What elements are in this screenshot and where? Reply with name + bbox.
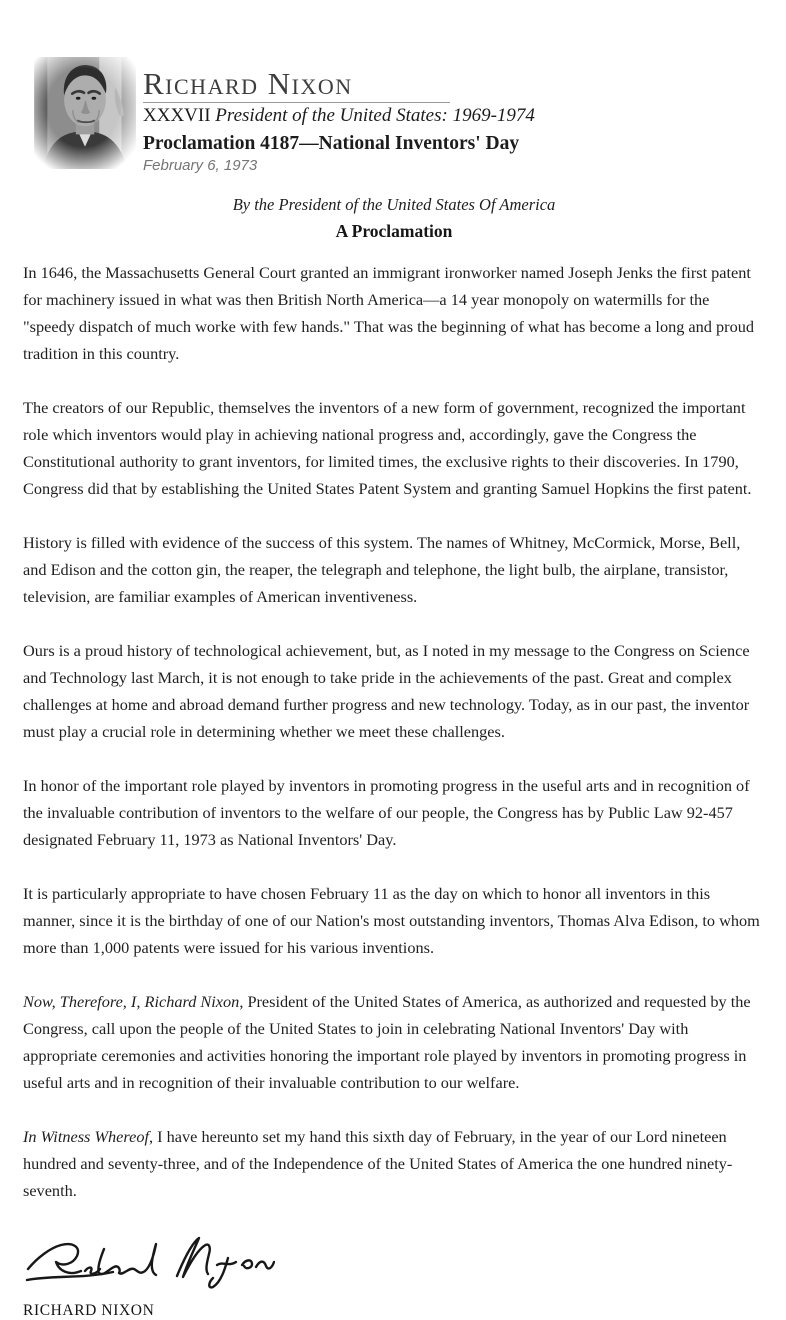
proclamation-paragraph: In honor of the important role played by inventors in promoting progress in the useful arts and in recognition of the invaluable contribution of inventors to the welfare of our people, the Congress has by Public Law 92-457 designated February 11, 1973 as National Inventors' Day.: [23, 776, 750, 850]
name-underline-rule: [143, 102, 450, 103]
proclamation-paragraph: Now, Therefore, I, Richard Nixon, President of the United States of America, as authorized and requested by the Congress, call upon the people of the United States to join in celebrating National Inventors' Day with appropriate ceremonies and activities honoring the important role played by inventors in promoting progress in useful arts and in recognition of their invaluable contribution to our welfare.: [23, 992, 751, 1093]
proclamation-paragraph: Ours is a proud history of technological achievement, but, as I noted in my message to the Congress on Science and Technology last March, it is not enough to take pride in the achievements of the past. Great and complex challenges at home and abroad demand further progress and new technology. Today, as in our past, the inventor must play a crucial role in determining whether we meet these challenges.: [23, 641, 750, 742]
proclamation-heading: A Proclamation: [335, 221, 453, 242]
byline: By the President of the United States Of America: [232, 195, 556, 215]
page-header: [23, 55, 765, 174]
proclamation-title: Proclamation 4187—National Inventors' Day: [143, 132, 520, 154]
president-term: President of the United States: 1969-1974: [210, 105, 535, 126]
proclamation-paragraph: The creators of our Republic, themselves the inventors of a new form of government, recognized the important role which inventors would play in achieving national progress and, accordingly, gave the Congress the Constitutional authority to grant inventors, for limited times, the exclusive rights to their discoveries. In 1790, Congress did that by establishing the United States Patent System and granting Samuel Hopkins the first patent.: [23, 398, 752, 499]
proclamation-paragraph: History is filled with evidence of the success of this system. The names of Whitney, McCormick, Morse, Bell, and Edison and the cotton gin, the reaper, the telegraph and telephone, the light bulb, the airplane, transistor, television, are familiar examples of American inventiveness.: [23, 533, 741, 607]
proclamation-body: [23, 259, 765, 1204]
proclamation-paragraph: In 1646, the Massachusetts General Court granted an immigrant ironworker named Joseph Jenks the first patent for machinery issued in what was then British North America—a 14 year monopoly on watermills for the "speedy dispatch of much worke with few hands." That was the beginning of what has become a long and proud tradition in this country.: [23, 263, 754, 364]
nixon-portrait-photo: [33, 57, 137, 169]
printed-signature-name: RICHARD NIXON: [23, 1302, 155, 1320]
paragraph-lead-italic: In Witness Whereof: [23, 1127, 150, 1147]
president-subtitle: [143, 106, 765, 127]
proclamation-paragraph: It is particularly appropriate to have chosen February 11 as the day on which to honor all inventors in this manner, since it is the birthday of one of our Nation's most outstanding inventors, Thomas Alva Edison, to whom more than 1,000 patents were issued for his various inventions.: [23, 884, 760, 958]
proclamation-paragraph: In Witness Whereof, I have hereunto set my hand this sixth day of February, in the year of our Lord nineteen hundred and seventy-three, and of the Independence of the United States of America the one hundred ninety-seventh.: [23, 1127, 733, 1201]
nixon-portrait-image: [33, 57, 137, 169]
paragraph-lead-italic: Now, Therefore, I, Richard Nixon: [23, 992, 240, 1012]
president-ordinal: XXXVII: [143, 105, 211, 126]
president-name: Richard Nixon: [143, 66, 353, 101]
signature-block: [23, 1231, 765, 1320]
byline-block: [23, 195, 765, 242]
proclamation-date: February 6, 1973: [143, 157, 258, 175]
header-text-block: [143, 55, 765, 174]
nixon-signature-image: [25, 1231, 275, 1293]
